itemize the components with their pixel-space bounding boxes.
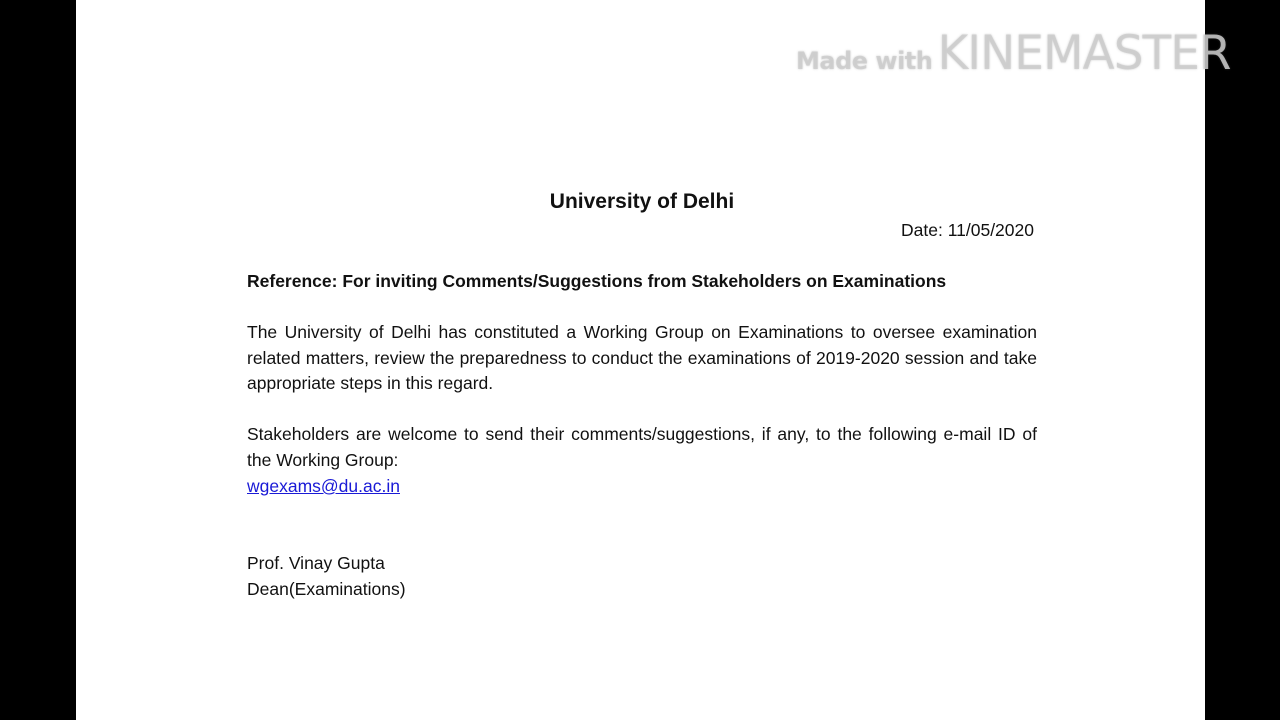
body-paragraph-2: Stakeholders are welcome to send their comments/suggestions, if any, to the following e-mail ID of the Working Group: — [247, 424, 1037, 470]
watermark-prefix: Made with — [796, 47, 933, 75]
document-page — [76, 0, 1205, 720]
reference-line: Reference: For inviting Comments/Suggestions from Stakeholders on Examinations — [247, 271, 947, 291]
document-title: University of Delhi — [549, 190, 735, 213]
signer-title: Dean(Examinations) — [247, 579, 406, 599]
kinemaster-watermark — [796, 26, 1231, 86]
email-link[interactable]: wgexams@du.ac.in — [247, 476, 400, 496]
signer-name: Prof. Vinay Gupta — [247, 553, 385, 573]
body-paragraph-1: The University of Delhi has constituted a Working Group on Examinations to oversee examination related matters, review the preparedness to conduct the examinations of 2019-2020 session and take appropriate steps in this regard. — [247, 322, 1037, 393]
document-date: Date: 11/05/2020 — [901, 220, 1034, 240]
watermark-brand: KINEMASTER — [937, 26, 1231, 81]
